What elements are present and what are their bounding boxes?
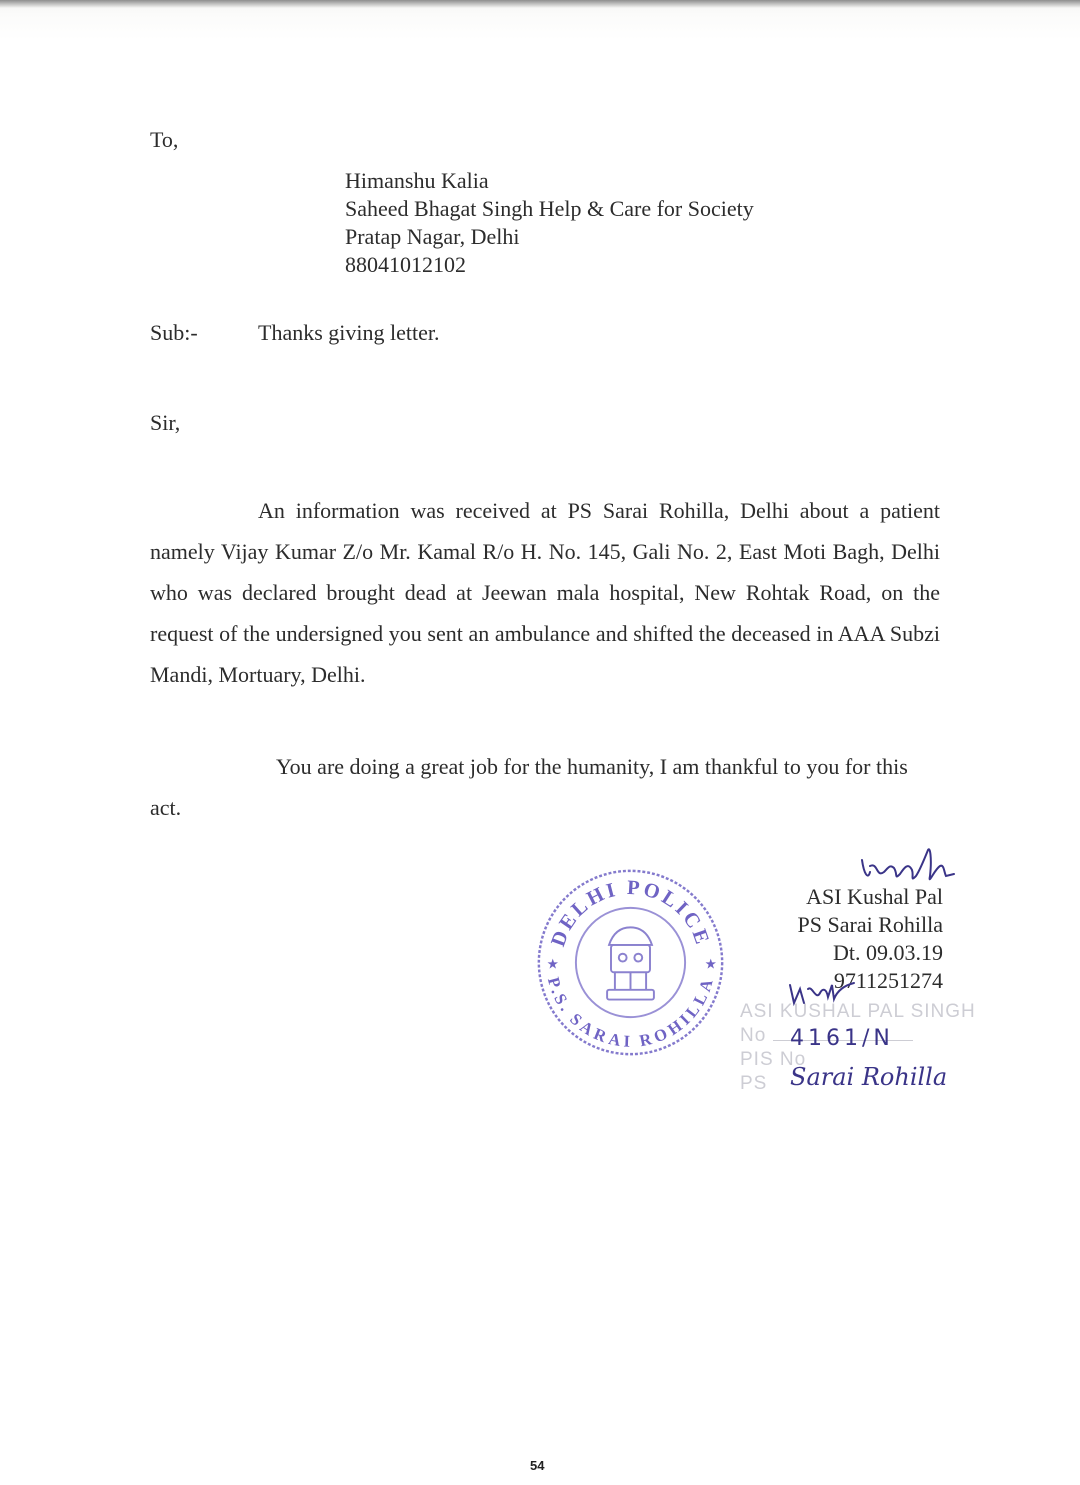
sender-name: ASI Kushal Pal	[806, 884, 943, 909]
body-paragraph-2-text: You are doing a great job for the humanity, I am thankful to you for this act.	[150, 754, 908, 820]
stamp-initials-signature-icon	[786, 975, 858, 1007]
recipient-address: Pratap Nagar, Delhi	[345, 224, 520, 249]
recipient-address-block	[345, 167, 754, 279]
sender-date: Dt. 09.03.19	[833, 940, 943, 965]
stamp-ps-label: PS	[740, 1073, 768, 1094]
subject-text: Thanks giving letter.	[258, 320, 440, 345]
recipient-phone: 88041012102	[345, 252, 466, 277]
police-seal	[533, 865, 728, 1060]
body-paragraph-1	[150, 490, 940, 695]
recipient-name: Himanshu Kalia	[345, 168, 489, 193]
body-paragraph-2	[150, 746, 940, 828]
seal-bottom-text: P.S. SARAI ROHILLA	[543, 975, 718, 1051]
page-number: 54	[530, 1458, 545, 1473]
body-paragraph-1-text: An information was received at PS Sarai Rohilla, Delhi about a patient namely Vijay Kumar Z/o Mr. Kamal R/o H. No. 145, Gali No. 2, East Moti Bagh, Delhi who was declared brought dead at Jeewan mala hospital, New Rohtak Road, on the request of the undersigned you sent an ambulance and shifted the deceased in AAA Subzi Mandi, Mortuary, Delhi.	[150, 498, 940, 687]
scan-top-edge	[0, 0, 1080, 8]
seal-star-left-icon: ★	[546, 956, 559, 973]
seal-star-right-icon: ★	[704, 956, 717, 973]
stamp-pis-label: PIS No	[740, 1049, 807, 1070]
seal-top-text: DELHI POLICE	[547, 876, 714, 950]
stamp-rank-name: ASI KUSHAL PAL SINGH	[740, 1001, 976, 1022]
stamp-no-label: No	[740, 1025, 767, 1046]
recipient-organization: Saheed Bhagat Singh Help & Care for Society	[345, 196, 754, 221]
stamp-no-value: 4161/N	[790, 1026, 894, 1051]
subject-label: Sub:-	[150, 320, 198, 345]
sender-station: PS Sarai Rohilla	[797, 912, 943, 937]
sender-phone: 9711251274	[833, 968, 943, 993]
stamp-ps-value: Sarai Rohilla	[790, 1063, 948, 1091]
national-emblem-icon	[607, 927, 654, 999]
greeting: Sir,	[150, 410, 181, 435]
salutation-to: To,	[150, 127, 179, 152]
